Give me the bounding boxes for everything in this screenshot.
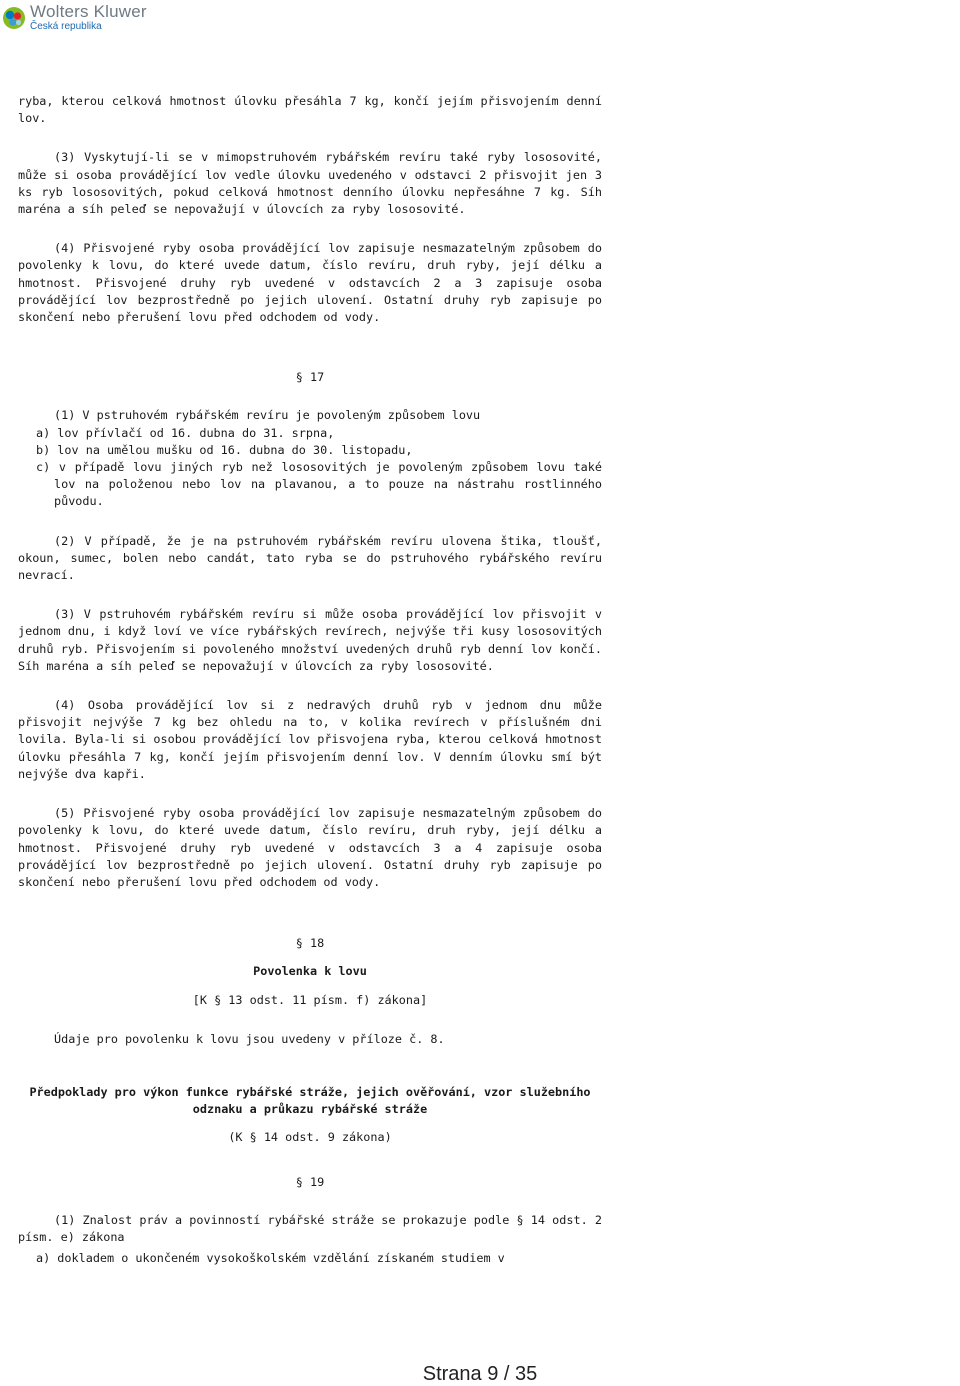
paragraph-16-3: (3) Vyskytují-li se v mimopstruhovém rybářském revíru také ryby lososovité, může si osoba provádějící lov vedle úlovku uvedeného v odstavci 2 přisvojit jen 3 ks ryb lososovitých, pokud celková hmotnost denního úlovku nepřesáhne 7 kg. Síh maréna a síh peleď se nepovažují v úlovcích za ryby lososovité. [18,150,602,217]
paragraph-continuation: ryba, kterou celková hmotnost úlovku přesáhla 7 kg, končí jejím přisvojením denní lov. [18,94,602,126]
section-17-heading: § 17 [295,370,325,385]
paragraph-17-5: (5) Přisvojené ryby osoba provádějící lov zapisuje nesmazatelným způsobem do povolenky k lovu, do které uvede datum, číslo revíru, druh ryby, její délku a hmotnost. Přisvojené druhy ryb uvedené v odstavcích 3 a 4 zapisuje osoba provádějící lov bezprostředně po jejich ulovení. Ostatní druhy ryb zapisuje po skončení nebo přerušení lovu před odchodem od vody. [18,806,602,889]
section-18-reference: [K § 13 odst. 11 písm. f) zákona] [192,992,428,1007]
paragraph-17-4: (4) Osoba provádějící lov si z nedravých druhů ryb v jednom dnu může přisvojit nejvýše 7 kg bez ohledu na to, v kolika revírech v příslušném dni lovila. Byla-li si osobou provádějící lov přisvojena ryba, kterou celková hmotnost úlovku přesáhla 7 kg, končí jejím přisvojením denní lov. V denním úlovku smí být nejvýše dva kapři. [18,698,602,781]
part-reference: (K § 14 odst. 9 zákona) [228,1130,392,1145]
section-18-title: Povolenka k lovu [253,964,367,979]
brand-name: Wolters Kluwer [30,2,147,21]
brand-region: Česká republika [30,21,102,32]
list-item-b: b) lov na umělou mušku od 16. dubna do 30. listopadu, [36,442,413,457]
wolters-kluwer-logo [2,3,147,32]
document-body [18,93,602,1267]
page-number: Strana 9 / 35 [422,1363,538,1385]
paragraph-16-4: (4) Přisvojené ryby osoba provádějící lov zapisuje nesmazatelným způsobem do povolenky k lovu, do které uvede datum, číslo revíru, druh ryby, její délku a hmotnost. Přisvojené druhy ryb uvedené v odstavcích 2 a 3 zapisuje osoba provádějící lov bezprostředně po jejich ulovení. Ostatní druhy ryb zapisuje po skončení nebo přerušení lovu před odchodem od vody. [18,241,602,325]
paragraph-19-1: (1) Znalost práv a povinností rybářské stráže se prokazuje podle § 14 odst. 2 písm. e) zákona [18,1212,602,1244]
paragraph-17-2: (2) V případě, že je na pstruhovém rybářském revíru ulovena štika, tloušť, okoun, sumec, bolen nebo candát, tato ryba se do pstruhového rybářského revíru nevrací. [18,533,602,583]
list-item-19-a: a) dokladem o ukončeném vysokoškolském vzdělání získaném studiem v [36,1251,505,1266]
paragraph-18: Údaje pro povolenku k lovu jsou uvedeny v příloze č. 8. [54,1031,445,1046]
section-18-heading: § 18 [295,936,325,951]
wolters-kluwer-emblem-icon [2,6,26,30]
part-title: Předpoklady pro výkon funkce rybářské stráže, jejich ověřování, vzor služebního odznaku a průkazu rybářské stráže [29,1084,591,1117]
paragraph-17-3: (3) V pstruhovém rybářském revíru si může osoba provádějící lov přisvojit v jednom dnu, i když loví ve více rybářských revírech, nejvýše tři kusy lososovitých druhů ryb. Přisvojením si povoleného množství uvedených druhů ryb denní lov končí. Síh maréna a síh peleď se nepovažují v úlovcích za ryby lososovité. [18,607,602,673]
list-item-c: c) v případě lovu jiných ryb než lososovitých je povoleným způsobem lovu také lov na položenou nebo lov na plavanou, a to pouze na nástrahu rostlinného původu. [36,460,602,509]
list-item-a: a) lov přívlačí od 16. dubna do 31. srpna, [36,425,335,440]
section-19-heading: § 19 [295,1174,325,1189]
paragraph-17-1: (1) V pstruhovém rybářském revíru je povoleným způsobem lovu [54,408,481,423]
